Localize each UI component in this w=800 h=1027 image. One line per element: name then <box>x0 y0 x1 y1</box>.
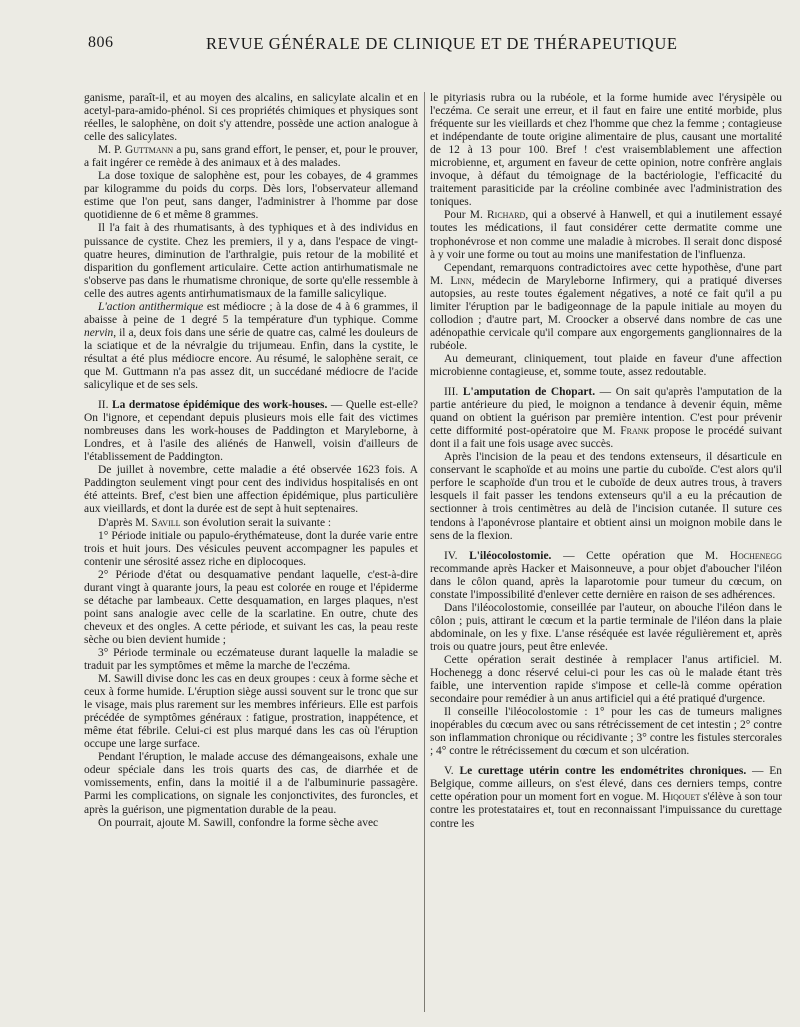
paragraph: 2° Période d'état ou desquamative pendant laquelle, c'est-à-dire durant vingt à quarante jours, la peau est colorée en rouge et l'épiderme se détache par lambeaux. Cette desquamation, en larges plaques, n'est point sans analogie avec celle de la scarlatine. En outre, chute des cheveux et des ongles. A cette période, et suivant les cas, la peau reste sèche ou bien devient humide ; <box>84 568 418 646</box>
paragraph: On pourrait, ajoute M. Sawill, confondre la forme sèche avec <box>98 816 379 829</box>
text-run: recommande après Hacker et Maisonneuve, a pour objet d'aboucher l'iléon dans le côlon quand, après la laparotomie pour tumeur du cœcum, on constate l'impossibilité d'enlever cette dernière en raison de ses adhérences. <box>430 562 782 601</box>
text-run: s'élève à son tour contre les protestataires et, tout en reconnaissant l'impuissance du curettage contre les <box>430 791 782 830</box>
paragraph <box>84 301 418 392</box>
paragraph: De juillet à novembre, cette maladie a été observée 1623 fois. A Paddington seulement vingt pour cent des individus hospitalisés en ont été atteints. Bref, c'est bien une affection épidémique, plus particulière aux vieillards, et dont la durée est de sept à huit septenaires. <box>84 464 418 516</box>
text-run: est médiocre ; à la dose de 4 à 6 grammes, il abaisse à peine de 1 degré 5 la température d'un typhique. Comme <box>84 300 418 326</box>
paragraph <box>84 144 418 170</box>
section-title: L'amputation de Chopart. <box>462 386 596 399</box>
text-run: , qui a observé à Hanwell, et qui a inutilement essayé toutes les médications, il faut considérer cette dermatite comme une trophonévrose et non comme une maladie à microbes. Il serait donc disposé à y voir une forme ou tout au moins une manifestation de l'influenza. <box>430 209 782 261</box>
author-name: Frank <box>620 425 650 438</box>
text-run: — Quelle est-elle? On l'ignore, et cependant depuis plusieurs mois elle fait des victimes nombreuses dans les work-houses de Paddington et Maryleborne, à Londres, et à l'asile des aliénés de Hanwell, voisin d'ailleurs de l'établissement de Paddington. <box>84 399 418 464</box>
text-run: , il a, deux fois dans une série de quatre cas, calmé les douleurs de la sciatique et de la névralgie du trijumeau. Enfin, dans la cystite, le résultat a été plus médiocre encore. Au résumé, le salophène serait, ce que M. Guttmann n'a pas assez dit, un succédané médiocre de l'acide salicylique et de ses sels. <box>84 326 418 392</box>
paragraph: Pendant l'éruption, le malade accuse des démangeaisons, exhale une odeur spéciale dans les trois quarts des cas, de diarrhée et de vomissements, enfin, dans la moitié il a de l'albuminurie passagère. Parmi les complications, on signale les conjonctivites, des furoncles, et après la guérison, une pigmentation durable de la peau. <box>84 751 418 816</box>
text-run: propose le procédé suivant dont il a fait une fois usage avec succès. <box>430 425 783 451</box>
text-run: , médecin de Maryleborne Infirmery, qui a pratiqué diverses autopsies, au reste toutes également négatives, a noté ce fait qu'il a pu limiter l'éruption par le badigeonnage de la papule initiale au moyen du collodion ; d'autre part, M. Croocker a observé dans nombre de cas une adénopathie cervicale qu'il compare aux engorgements ganglionnaires de la rubéole. <box>430 274 782 352</box>
paragraph: M. Sawill divise donc les cas en deux groupes : ceux à forme sèche et ceux à forme humide. L'éruption siège aussi souvent sur le tronc que sur le visage, mais plus rarement sur les membres inférieurs. Elle est parfois précédée de symptômes généraux : fatigue, prostration, inappétence, et même état fébrile. Celui-ci est plus marqué dans les cas où l'éruption occupe une large surface. <box>84 673 418 751</box>
paragraph: ganisme, paraît-il, et au moyen des alcalins, en salicylate alcalin et en acetyl-para-amido-phénol. Si ces propriétés chimiques et physiques sont réelles, le salophène, on doit s'y attendre, possède une action analogue à celle des salicylates. <box>84 92 418 144</box>
section-number: II. <box>98 399 113 412</box>
section-5 <box>430 765 782 830</box>
section-2 <box>84 399 418 464</box>
page-header <box>0 34 800 58</box>
author-name: Hochenegg <box>729 549 782 562</box>
paragraph <box>430 262 782 353</box>
author-name: Linn <box>450 274 472 287</box>
paragraph: Il conseille l'iléocolostomie : 1° pour les cas de tumeurs malignes inopérables du cœcum avec ou sans rétrécissement de cet intestin ; 2° contre son inflammation chronique ou récidivante ; 3° contre les fistules stercorales ; 4° contre le rétrécissement du cœcum et son ulcération. <box>430 706 782 758</box>
section-number: IV. <box>444 549 470 562</box>
text-run: M. P. <box>98 144 125 157</box>
text-run: — Cette opération que M. <box>551 549 730 562</box>
right-column <box>430 92 782 831</box>
paragraph: Dans l'iléocolostomie, conseillée par l'auteur, on abouche l'iléon dans le côlon ; puis, attirant le cœcum et la partie terminale de l'iléon dans la plaie abdominale, on les y fixe. L'anse réséquée est lavée régulièrement et, après trois ou quatre jours, peut être enlevée. <box>430 601 782 653</box>
text-run: Pour M. <box>444 209 488 222</box>
section-title: Le curettage utérin contre les endométrites chroniques. <box>459 765 747 778</box>
author-name: Savill <box>151 516 181 529</box>
author-name: Richard <box>487 209 526 222</box>
section-number: V. <box>444 765 460 778</box>
paragraph <box>84 517 418 530</box>
section-4 <box>430 550 782 602</box>
left-column <box>84 92 418 830</box>
page-number: 806 <box>88 34 114 51</box>
paragraph: La dose toxique de salophène est, pour les cobayes, de 4 grammes par kilogramme du poids du corps. Dès lors, l'observateur allemand estime que l'on peut, sans danger, l'administrer à l'homme par dose quotidienne de 6 et même 8 grammes. <box>84 170 418 222</box>
section-3 <box>430 386 782 451</box>
text-run: D'après M. <box>98 516 152 529</box>
author-name: Guttmann <box>124 144 174 157</box>
paragraph: le pityriasis rubra ou la rubéole, et la forme humide avec l'érysipèle ou l'eczéma. Ce serait une erreur, et il faut en faire une entité morbide, plus fréquente sur les vieillards et chez l'homme que chez la femme ; contagieuse et indépendante de toute origine alimentaire de plus, causant une mortalité de 12 à 13 pour 100. Bref ! c'est vraisemblablement une affection microbienne, et, argument en faveur de cette opinion, notre confrère anglais invoque, à défaut du témoignage de la bactériologie, l'efficacité du traitement parasiticide par la créoline combinée avec l'administration des toniques. <box>430 92 782 209</box>
paragraph: 1° Période initiale ou papulo-érythémateuse, dont la durée varie entre trois et huit jours. Des vésicules peuvent accompagner les papules et contenir une sérosité assez riche en diplocoques. <box>84 529 418 568</box>
paragraph: Cette opération serait destinée à remplacer l'anus artificiel. M. Hochenegg a donc réservé celui-ci pour les cas où le malade étant très faible, une intervention rapide s'impose et celle-là comme opération secondaire pour remédier à un anus artificiel qui a été pratiqué d'urgence. <box>430 653 782 706</box>
column-divider <box>424 92 425 1012</box>
paragraph <box>430 209 782 261</box>
author-name: Hiqouet <box>662 791 701 804</box>
paragraph: Après l'incision de la peau et des tendons extenseurs, il désarticule en conservant le scaphoïde et au moins une partie du cuboïde. C'est alors qu'il perfore le scaphoïde d'un trou et le cuboïde de deux autres trous, à travers lesquels il fait passer les tendons extenseurs qu'il a eu la précaution de sectionner à trois centimètres au delà de l'incision cutanée. Il suture ces tendons à l'aponévrose plantaire et obtient ainsi un moignon mobile dans le sens de la flexion. <box>430 451 782 542</box>
running-title: REVUE GÉNÉRALE DE CLINIQUE ET DE THÉRAPEUTIQUE <box>206 34 678 53</box>
paragraph: Au demeurant, cliniquement, tout plaide en faveur d'une affection microbienne contagieuse, et, somme toute, assez redoutable. <box>430 352 782 378</box>
emphasis: nervin <box>84 326 114 339</box>
text-run: — On sait qu'après l'amputation de la partie antérieure du pied, le moignon a tendance à devenir équin, même quand on obtient la guérison par première intention. C'est pour prévenir cette difformité post-opératoire que M. <box>430 386 782 438</box>
text-run: Cependant, remarquons contradictoires avec cette hypothèse, d'une part M. <box>430 261 782 287</box>
text-run: son évolution serait la suivante : <box>180 516 332 529</box>
section-title: La dermatose épidémique des work-houses. <box>112 399 328 412</box>
text-run: a pu, sans grand effort, le penser, et, pour le prouver, a fait ingérer ce remède à des animaux et à des malades. <box>84 144 418 170</box>
paragraph: 3° Période terminale ou eczémateuse durant laquelle la maladie se traduit par les symptômes et même la marche de l'eczéma. <box>84 646 418 673</box>
emphasis: L'action antithermique <box>98 300 204 313</box>
paragraph: Il l'a fait à des rhumatisants, à des typhiques et à des individus en puissance de cystite. Chez les premiers, il y a, dans l'espace de vingt-quatre heures, diminution de l'arthralgie, puis retour de la mobilité et disparition du gonflement articulaire. Cette action antirhumatismale ne s'observe pas dans le rhumatisme chronique, de sorte qu'elle ressemble à celle des autres agents antirhumatismaux de la famille salicylique. <box>84 222 418 300</box>
section-number: III. <box>444 386 463 399</box>
text-run: — En Belgique, comme ailleurs, on s'est élevé, dans ces derniers temps, contre cette opération pour un moment fort en vogue. M. <box>430 765 782 804</box>
section-title: L'iléocolostomie. <box>469 549 552 562</box>
